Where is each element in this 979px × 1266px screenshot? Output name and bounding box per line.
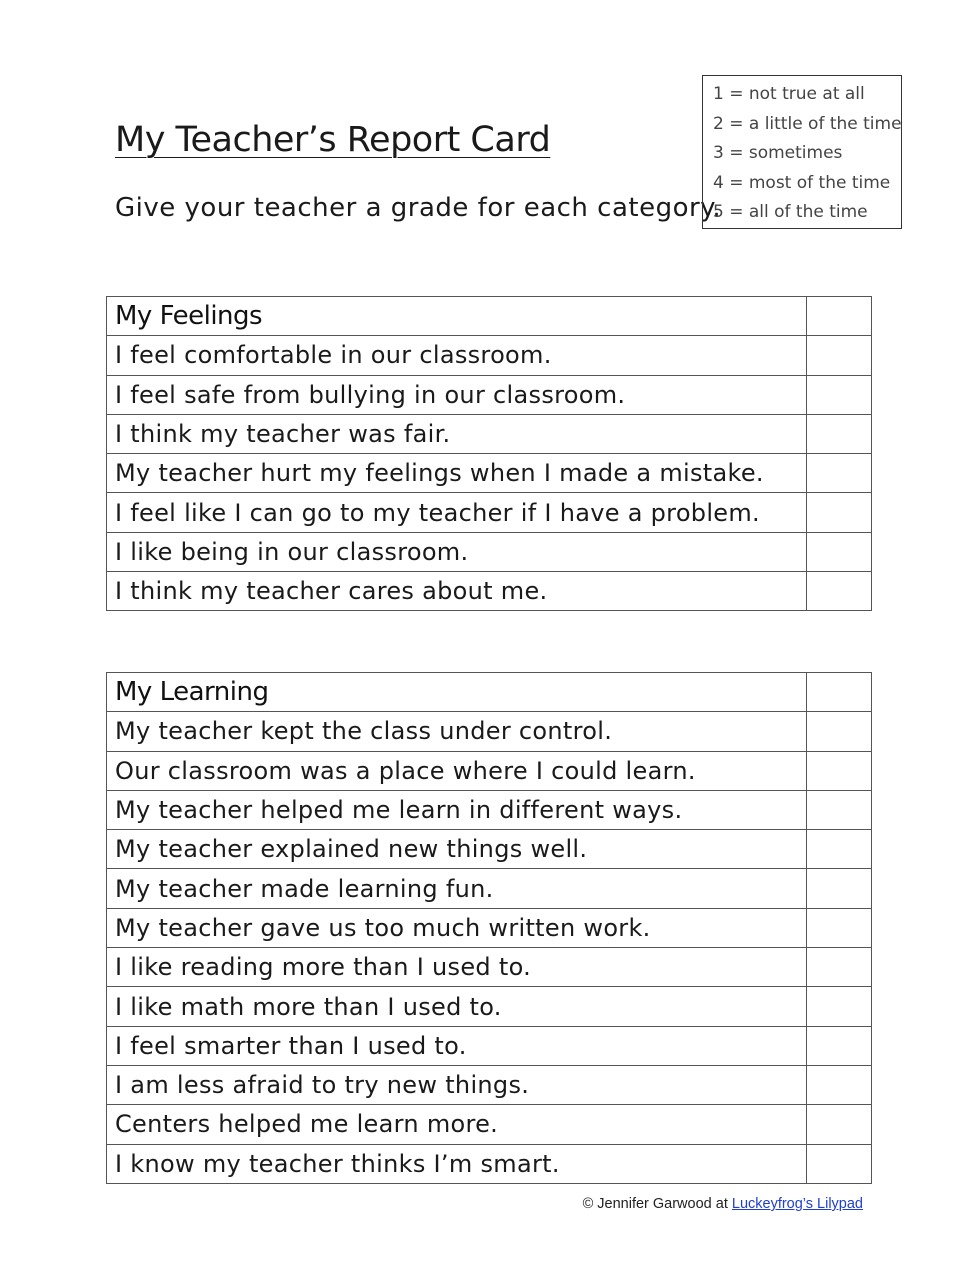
grade-cell[interactable] xyxy=(807,493,872,532)
table-row xyxy=(107,869,872,908)
grade-cell[interactable] xyxy=(807,908,872,947)
statement-text: My teacher explained new things well. xyxy=(107,830,807,869)
statement-text: I like being in our classroom. xyxy=(107,532,807,571)
legend-item: 4 = most of the time xyxy=(713,172,891,193)
grade-cell[interactable] xyxy=(807,712,872,751)
grade-cell[interactable] xyxy=(807,414,872,453)
table-row xyxy=(107,790,872,829)
statement-text: Centers helped me learn more. xyxy=(107,1105,807,1144)
page-title: My Teacher’s Report Card xyxy=(115,120,551,160)
copyright-footer xyxy=(583,1196,863,1212)
grade-cell[interactable] xyxy=(807,297,872,336)
table-row xyxy=(107,1026,872,1065)
grade-cell[interactable] xyxy=(807,336,872,375)
statement-text: I feel comfortable in our classroom. xyxy=(107,336,807,375)
statement-text: I feel like I can go to my teacher if I have a problem. xyxy=(107,493,807,532)
legend-item: 3 = sometimes xyxy=(713,143,843,163)
statement-text: I feel smarter than I used to. xyxy=(107,1026,807,1065)
statement-text: My teacher made learning fun. xyxy=(107,869,807,908)
table-row xyxy=(107,1105,872,1144)
section-heading: My Feelings xyxy=(107,297,807,336)
grade-cell[interactable] xyxy=(807,532,872,571)
statement-text: I like reading more than I used to. xyxy=(107,948,807,987)
table-row xyxy=(107,414,872,453)
table-row xyxy=(107,454,872,493)
table-row xyxy=(107,375,872,414)
table-row xyxy=(107,830,872,869)
statement-text: My teacher gave us too much written work. xyxy=(107,908,807,947)
grade-cell[interactable] xyxy=(807,830,872,869)
instructions-text: Give your teacher a grade for each category. xyxy=(115,193,722,223)
statement-text: I feel safe from bullying in our classroom. xyxy=(107,375,807,414)
table-row xyxy=(107,1065,872,1104)
legend-item: 2 = a little of the time xyxy=(713,113,902,134)
grade-cell[interactable] xyxy=(807,1065,872,1104)
table-row xyxy=(107,751,872,790)
grade-cell[interactable] xyxy=(807,673,872,712)
grade-cell[interactable] xyxy=(807,375,872,414)
copyright-text: © Jennifer Garwood at xyxy=(582,1196,732,1212)
table-row xyxy=(107,712,872,751)
grade-cell[interactable] xyxy=(807,987,872,1026)
table-row xyxy=(107,493,872,532)
statement-text: Our classroom was a place where I could learn. xyxy=(107,751,807,790)
legend-item: 1 = not true at all xyxy=(713,84,865,104)
table-row xyxy=(107,987,872,1026)
author-link[interactable]: Luckeyfrog’s Lilypad xyxy=(731,1196,863,1212)
feelings-table xyxy=(106,296,872,611)
legend-item: 5 = all of the time xyxy=(713,202,868,222)
table-row xyxy=(107,572,872,611)
table-row xyxy=(107,532,872,571)
grade-cell[interactable] xyxy=(807,948,872,987)
grade-cell[interactable] xyxy=(807,1105,872,1144)
statement-text: My teacher helped me learn in different ways. xyxy=(107,790,807,829)
grade-cell[interactable] xyxy=(807,869,872,908)
table-header-row xyxy=(107,297,872,336)
grade-cell[interactable] xyxy=(807,572,872,611)
grade-cell[interactable] xyxy=(807,1026,872,1065)
statement-text: My teacher kept the class under control. xyxy=(107,712,807,751)
section-heading: My Learning xyxy=(107,673,807,712)
statement-text: I think my teacher cares about me. xyxy=(107,572,807,611)
rating-scale-legend xyxy=(702,75,902,229)
table-row xyxy=(107,336,872,375)
table-row xyxy=(107,1144,872,1183)
statement-text: I am less afraid to try new things. xyxy=(107,1065,807,1104)
statement-text: I like math more than I used to. xyxy=(107,987,807,1026)
statement-text: I think my teacher was fair. xyxy=(107,414,807,453)
grade-cell[interactable] xyxy=(807,1144,872,1183)
learning-table xyxy=(106,672,872,1184)
grade-cell[interactable] xyxy=(807,454,872,493)
table-row xyxy=(107,908,872,947)
statement-text: My teacher hurt my feelings when I made a mistake. xyxy=(107,454,807,493)
statement-text: I know my teacher thinks I’m smart. xyxy=(107,1144,807,1183)
table-row xyxy=(107,948,872,987)
grade-cell[interactable] xyxy=(807,751,872,790)
table-header-row xyxy=(107,673,872,712)
grade-cell[interactable] xyxy=(807,790,872,829)
